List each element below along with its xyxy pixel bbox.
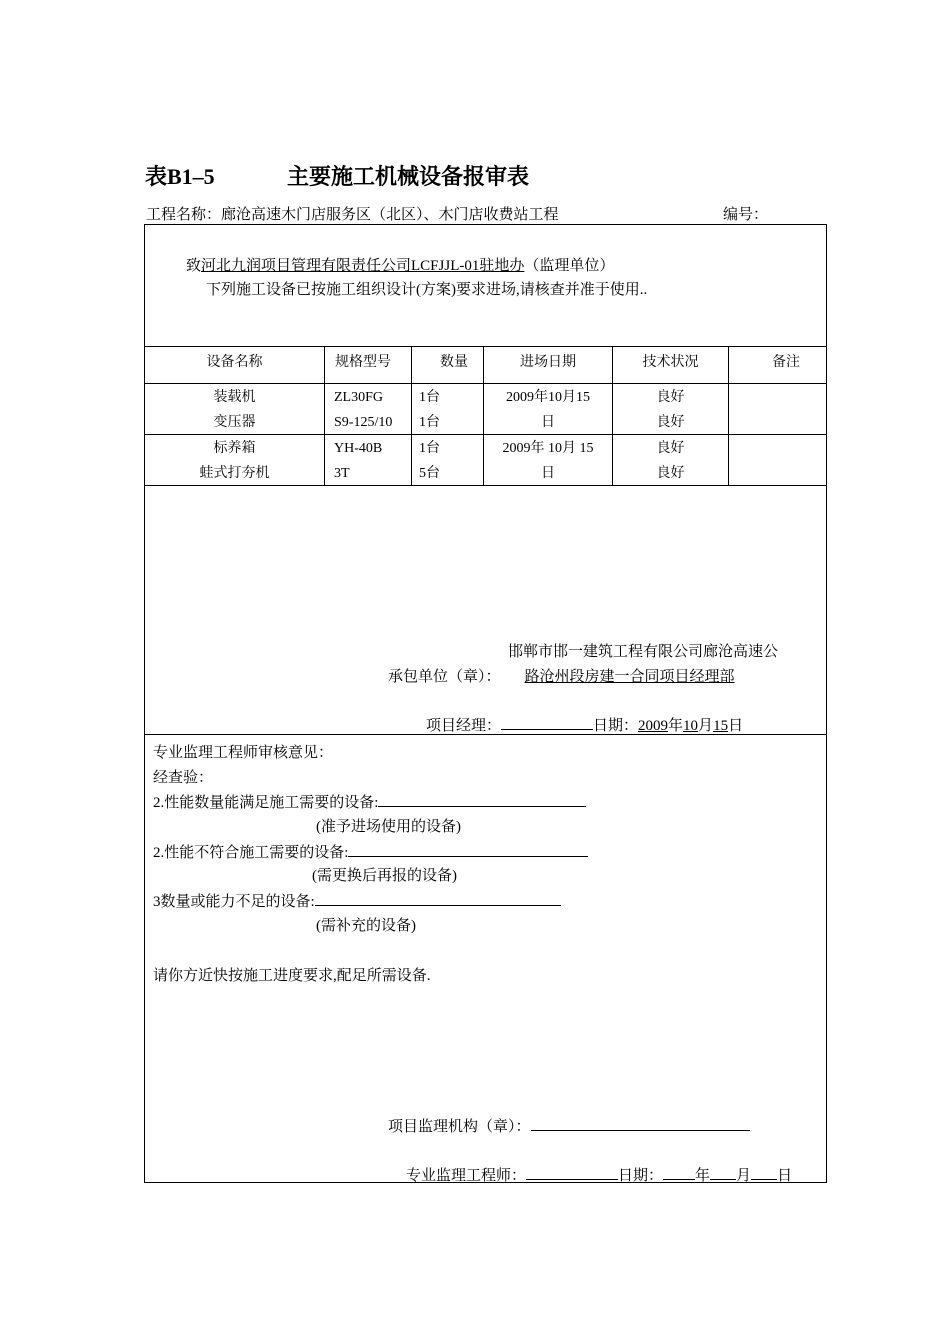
column-divider <box>411 346 412 485</box>
review-item2 <box>153 840 588 862</box>
table-row <box>145 385 324 435</box>
review-day-blank <box>751 1163 777 1180</box>
project-name: 廊沧高速木门店服务区（北区）、木门店收费站工程 <box>221 207 559 223</box>
model: 3T <box>334 466 350 481</box>
equipment-name: 装载机 <box>213 390 256 405</box>
date-label: 日期： <box>593 718 639 734</box>
review-date-label: 日期： <box>618 1168 664 1184</box>
recipient-suffix: （监理单位） <box>524 258 615 274</box>
contractor-company-line2: 路沧州段房建一合同项目经理部 <box>524 669 735 685</box>
equipment-name: 变压器 <box>213 415 256 430</box>
contractor-unit-line <box>388 665 735 686</box>
equipment-name: 标养箱 <box>213 441 256 456</box>
review-item3-label: 3数量或能力不足的设备: <box>153 894 315 910</box>
form-code: 表B1–5 <box>145 164 215 189</box>
table-row <box>145 436 324 486</box>
review-month-unit: 月 <box>736 1168 752 1184</box>
column-divider <box>324 346 325 485</box>
month-unit: 月 <box>698 718 714 734</box>
header-remarks: 备注 <box>772 355 800 370</box>
quantity: 1台 <box>419 441 440 456</box>
condition: 良好 <box>656 390 685 405</box>
condition: 良好 <box>656 441 685 456</box>
condition-cell <box>613 436 728 486</box>
condition-cell <box>613 385 728 435</box>
manager-date-line <box>426 713 743 735</box>
review-month-blank <box>710 1163 736 1180</box>
manager-signature-blank <box>501 713 593 730</box>
divider <box>144 346 827 347</box>
header-entry-date: 进场日期 <box>520 355 576 370</box>
day-value: 15 <box>713 718 729 734</box>
quantity: 5台 <box>419 466 440 481</box>
quantity: 1台 <box>419 415 440 430</box>
engineer-date-line <box>406 1163 792 1185</box>
contractor-unit-label: 承包单位（章）： <box>388 669 501 685</box>
date-cell <box>484 436 612 486</box>
review-day-unit: 日 <box>777 1168 793 1184</box>
engineer-label: 专业监理工程师： <box>406 1168 527 1184</box>
model: ZL30FG <box>334 390 383 405</box>
equipment-name: 蛙式打夯机 <box>199 466 270 481</box>
project-label: 工程名称： <box>146 207 222 223</box>
entry-date: 2009年 10月 15 <box>502 441 594 456</box>
form-title: 主要施工机械设备报审表 <box>287 164 530 189</box>
entry-date: 2009年10月15 <box>506 390 590 405</box>
condition: 良好 <box>656 415 685 430</box>
supervision-org-blank <box>531 1114 750 1131</box>
contractor-company-line1: 邯郸市邯一建筑工程有限公司廊沧高速公 <box>508 644 779 660</box>
model-cell <box>334 385 392 435</box>
model: YH-40B <box>334 441 383 456</box>
entry-date: 日 <box>541 415 555 430</box>
condition: 良好 <box>656 466 685 481</box>
review-item2-note: (需更换后再报的设备) <box>312 868 457 884</box>
recipient-name: 河北九润项目管理有限责任公司LCFJJL-01驻地办 <box>201 258 525 274</box>
entry-date: 日 <box>541 466 555 481</box>
engineer-signature-blank <box>526 1163 618 1180</box>
review-item1-note: (准予进场使用的设备) <box>316 819 461 835</box>
supervision-org-line <box>388 1114 750 1136</box>
project-name-line <box>146 203 559 224</box>
header-condition: 技术状况 <box>642 355 699 370</box>
date-cell <box>484 385 612 435</box>
review-item3-blank <box>315 889 561 906</box>
header-model: 规格型号 <box>335 355 391 370</box>
recipient-line <box>186 254 614 275</box>
month-value: 10 <box>683 718 699 734</box>
letter-body: 下列施工设备已按施工组织设计(方案)要求进场,请核查并准于使用.. <box>206 282 648 298</box>
model-cell <box>334 436 382 486</box>
year-unit: 年 <box>668 718 684 734</box>
recipient-prefix: 致 <box>186 258 202 274</box>
review-heading: 专业监理工程师审核意见： <box>153 745 334 761</box>
review-request: 请你方近快按施工进度要求,配足所需设备. <box>153 968 431 984</box>
review-item3 <box>153 889 561 911</box>
column-divider <box>728 346 729 485</box>
review-year-unit: 年 <box>695 1168 711 1184</box>
review-year-blank <box>663 1163 695 1180</box>
review-item1-label: 2.性能数量能满足施工需要的设备: <box>153 795 379 811</box>
review-item2-label: 2.性能不符合施工需要的设备: <box>153 845 349 861</box>
review-item2-blank <box>348 840 588 857</box>
number-label: 编号： <box>723 207 769 223</box>
divider <box>144 383 827 384</box>
year-value: 2009 <box>638 718 669 734</box>
quantity: 1台 <box>419 390 440 405</box>
manager-label: 项目经理： <box>426 718 502 734</box>
model: S9-125/10 <box>334 415 393 430</box>
header-quantity: 数量 <box>440 355 468 370</box>
quantity-cell <box>419 436 440 486</box>
supervision-org-label: 项目监理机构（章）： <box>388 1119 531 1135</box>
review-item3-note: (需补充的设备) <box>316 918 416 934</box>
day-unit: 日 <box>728 718 744 734</box>
review-item1 <box>153 790 586 812</box>
review-item1-blank <box>378 790 586 807</box>
quantity-cell <box>419 385 440 435</box>
review-checked: 经查验： <box>153 770 214 786</box>
header-equipment-name: 设备名称 <box>206 355 263 370</box>
